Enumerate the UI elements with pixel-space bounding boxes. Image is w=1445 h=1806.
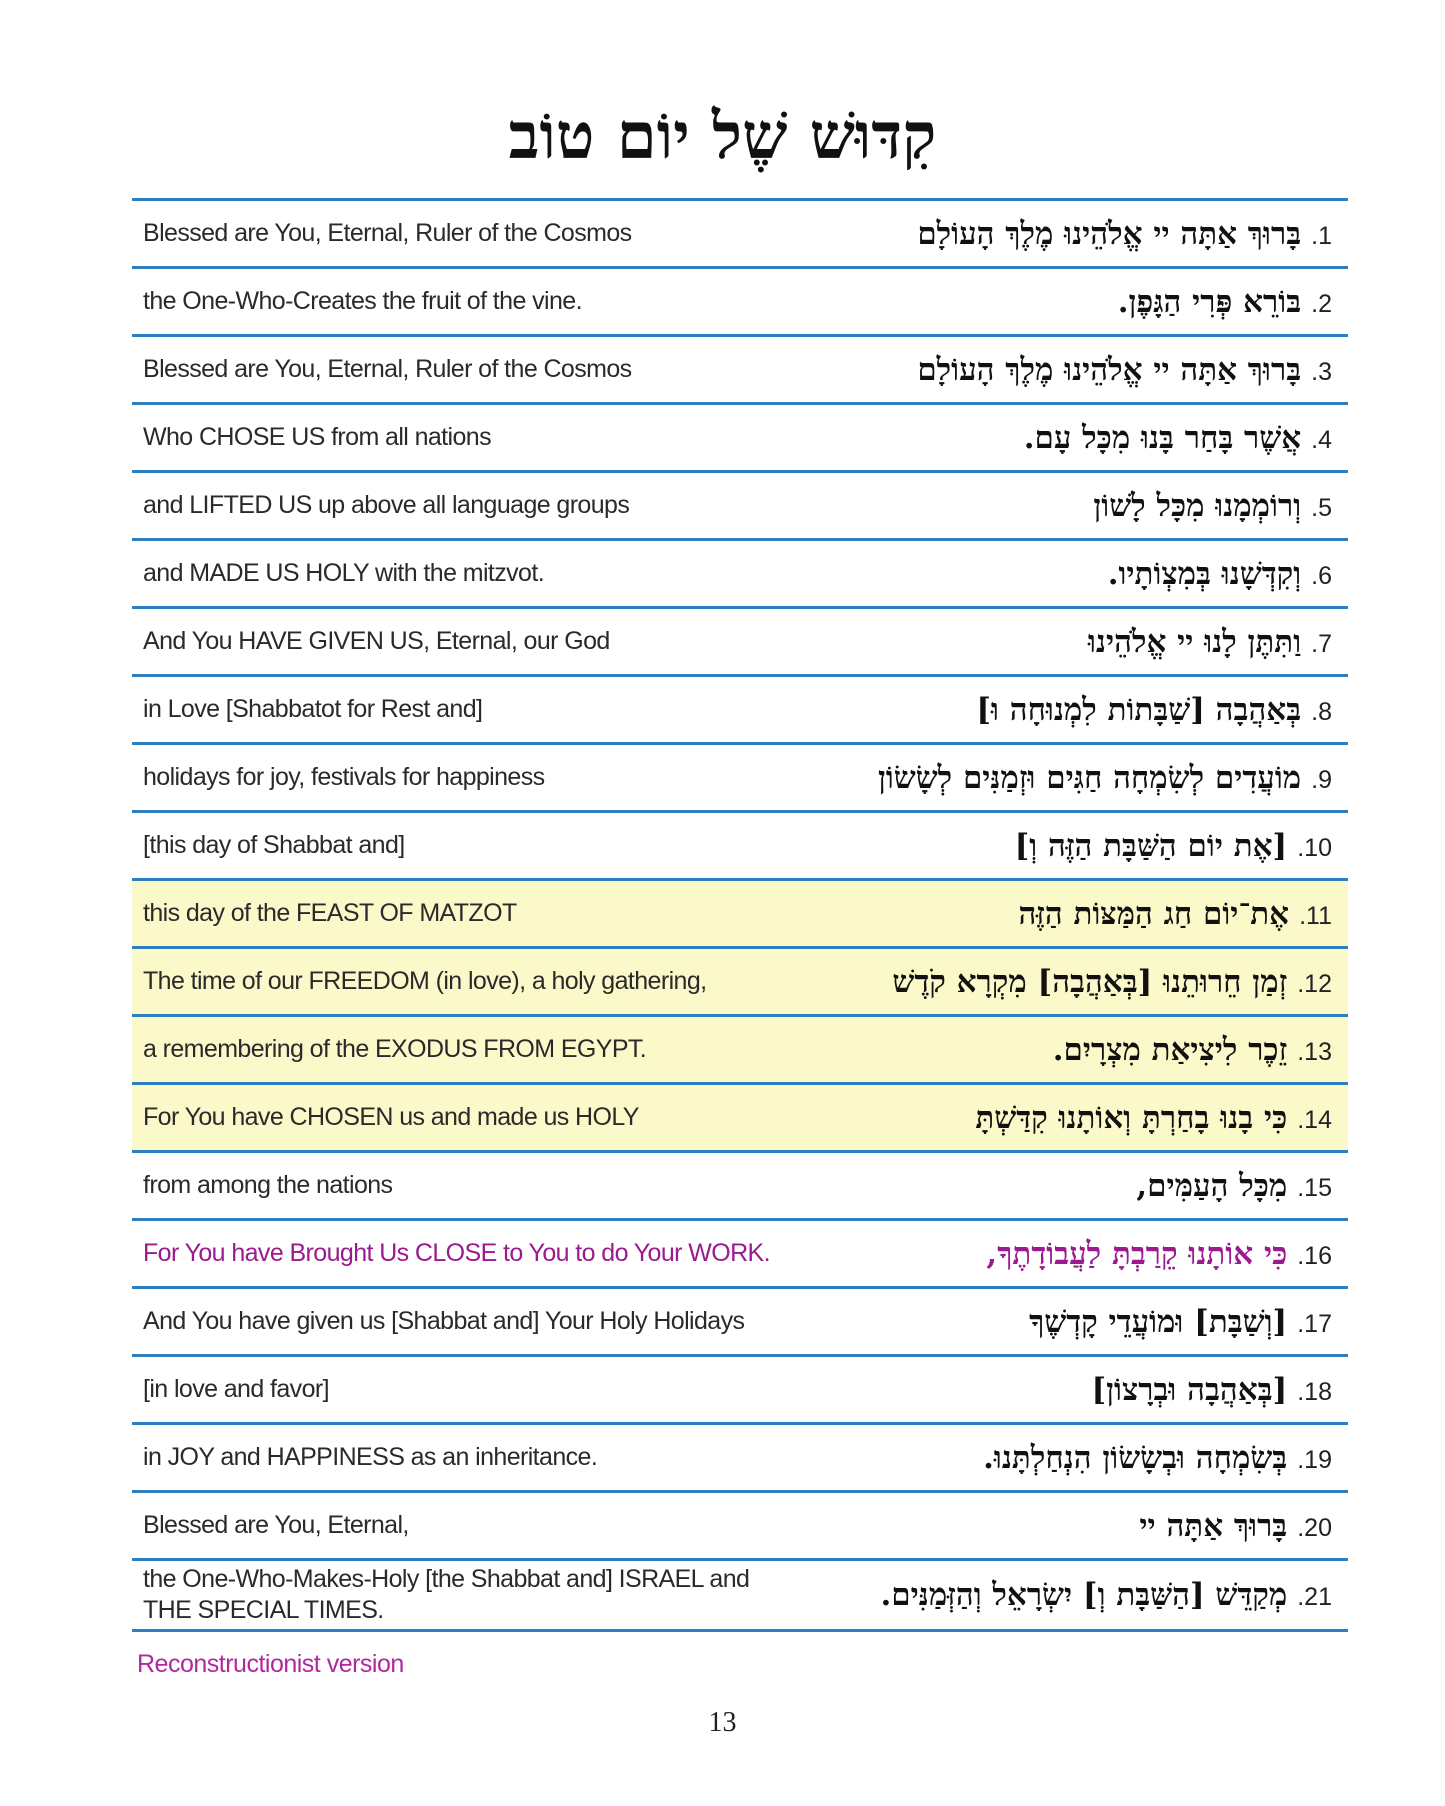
hebrew-text: מְקַדֵּשׁ [הַשַּׁבָּת וְ] יִשְׂרָאֵל וְהַזְּמַנִּים.: [880, 1577, 1288, 1613]
hebrew-text: [אֶת יוֹם הַשַּׁבָּת הַזֶּה וְ]: [1014, 827, 1288, 864]
table-row: [132, 201, 1348, 269]
hebrew-text: בְּשִׂמְחָה וּבְשָׂשׂוֹן הִנְחַלְתָּנוּ.: [983, 1439, 1288, 1476]
english-text: in Love [Shabbatot for Rest and]: [143, 695, 483, 723]
line-number: .20: [1297, 1513, 1332, 1542]
line-number: .1: [1311, 221, 1332, 250]
table-row-highlighted: [132, 949, 1348, 1017]
hebrew-cell: [1018, 896, 1348, 932]
line-number: .8: [1311, 697, 1332, 726]
line-number: .11: [1299, 901, 1332, 930]
hebrew-cell: [1118, 284, 1348, 320]
hebrew-cell: [1029, 1304, 1348, 1340]
line-number: .9: [1311, 765, 1332, 794]
footnote: Reconstructionist version: [137, 1650, 404, 1678]
hebrew-cell: [1139, 1508, 1348, 1544]
line-number: .13: [1297, 1037, 1332, 1066]
line-number: .15: [1297, 1173, 1332, 1202]
hebrew-text: בְּאַהֲבָה [שַׁבָּתוֹת לִמְנוּחָה וּ]: [976, 691, 1302, 728]
line-number: .18: [1297, 1377, 1332, 1406]
hebrew-text: [וְשַׁבָּת] וּמוֹעֲדֵי קָדְשֶׁךָ: [1029, 1303, 1288, 1340]
hebrew-cell: [878, 760, 1348, 796]
table-row: [132, 405, 1348, 473]
line-number: .5: [1311, 493, 1332, 522]
line-number: .17: [1297, 1309, 1332, 1338]
hebrew-text: וְרוֹמְמָנוּ מִכָּל לָשׁוֹן: [1093, 487, 1302, 524]
table-row: [132, 269, 1348, 337]
hebrew-cell: [976, 692, 1348, 728]
table-row: [132, 1561, 1348, 1632]
line-number: .10: [1297, 833, 1332, 862]
hebrew-cell: [917, 352, 1348, 388]
table-row: [132, 541, 1348, 609]
line-number: .21: [1297, 1583, 1332, 1611]
english-text: [in love and favor]: [143, 1375, 329, 1403]
hebrew-text: זֵכֶר לִיצִיאַת מִצְרָיִם.: [1052, 1031, 1288, 1068]
hebrew-cell: [1091, 1372, 1348, 1408]
english-text: and MADE US HOLY with the mitzvot.: [143, 559, 545, 587]
hebrew-text: בּוֹרֵא פְּרִי הַגָּפֶן.: [1117, 283, 1302, 320]
hebrew-text: כִּי אוֹתָנוּ קֵרַבְתָּ לַעֲבוֹדָתֶךָ,: [986, 1235, 1288, 1272]
english-text: and LIFTED US up above all language groups: [143, 491, 630, 519]
hebrew-text: אֲשֶׁר בָּחַר בָּנוּ מִכָּל עָם.: [1023, 419, 1302, 456]
table-row-highlighted: [132, 1017, 1348, 1085]
english-text: Blessed are You, Eternal, Ruler of the Cosmos: [143, 355, 632, 383]
hebrew-cell: [1088, 624, 1348, 660]
english-text: in JOY and HAPPINESS as an inheritance.: [143, 1443, 598, 1471]
hebrew-cell: [983, 1440, 1348, 1476]
line-number: .3: [1311, 357, 1332, 386]
hebrew-text: מִכָּל הָעַמִּים,: [1136, 1167, 1288, 1204]
line-number: .19: [1297, 1445, 1332, 1474]
table-row: [132, 337, 1348, 405]
hebrew-text: וַתִּתֶּן לָנוּ יי אֱלֹהֵינוּ: [1087, 623, 1302, 660]
table-row: [132, 745, 1348, 813]
table-row: [132, 609, 1348, 677]
hebrew-cell: [975, 1100, 1348, 1136]
hebrew-cell: [1053, 1032, 1348, 1068]
hebrew-cell: [881, 1577, 1349, 1613]
hebrew-text: בָּרוּךְ אַתָּה יי אֱלֹהֵינוּ מֶלֶךְ הָעוֹלָם: [917, 351, 1302, 388]
hebrew-text: מוֹעֲדִים לְשִׂמְחָה חַגִּים וּזְמַנִּים לְשָׂשׂוֹן: [877, 759, 1302, 796]
hebrew-text: בָּרוּךְ אַתָּה יי: [1139, 1507, 1288, 1544]
table-row-highlighted: [132, 881, 1348, 949]
line-number: .7: [1311, 629, 1332, 658]
table-row-highlighted: [132, 1085, 1348, 1153]
hebrew-text: זְמַן חֵרוּתֵנוּ [בְּאַהֲבָה] מִקְרָא קֹדֶשׁ: [892, 963, 1288, 1000]
english-text: from among the nations: [143, 1171, 393, 1199]
kiddush-table: [132, 198, 1348, 1632]
hebrew-cell: [892, 964, 1348, 1000]
line-number: .4: [1311, 425, 1332, 454]
english-text: this day of the FEAST OF MATZOT: [143, 899, 517, 927]
hebrew-cell: [1015, 828, 1348, 864]
table-row: [132, 473, 1348, 541]
page-title: קִדּוּשׁ שֶׁל יוֹם טוֹב: [508, 99, 937, 174]
hebrew-cell: [1136, 1168, 1348, 1204]
line-number: .6: [1311, 561, 1332, 590]
english-text: The time of our FREEDOM (in love), a holy gathering,: [143, 967, 707, 995]
hebrew-text: [בְּאַהֲבָה וּבְרָצוֹן]: [1091, 1371, 1288, 1408]
english-text: the One-Who-Makes-Holy [the Shabbat and] ISRAEL and THE SPECIAL TIMES.: [143, 1565, 750, 1624]
table-row: [132, 1221, 1348, 1289]
english-text: For You have Brought Us CLOSE to You to do Your WORK.: [143, 1239, 770, 1267]
hebrew-text: בָּרוּךְ אַתָּה יי אֱלֹהֵינוּ מֶלֶךְ הָעוֹלָם: [917, 215, 1302, 252]
english-text: Blessed are You, Eternal,: [143, 1511, 409, 1539]
table-row: [132, 677, 1348, 745]
line-number: .16: [1297, 1241, 1332, 1270]
table-row: [132, 1289, 1348, 1357]
english-text: For You have CHOSEN us and made us HOLY: [143, 1103, 639, 1131]
hebrew-text: אֶת־יוֹם חַג הַמַּצּוֹת הַזֶּה: [1018, 895, 1290, 932]
english-text: Who CHOSE US from all nations: [143, 423, 491, 451]
english-text: holidays for joy, festivals for happiness: [143, 763, 545, 791]
hebrew-text: כִּי בָנוּ בָחַרְתָּ וְאוֹתָנוּ קִדַּשְׁתָּ: [975, 1099, 1288, 1136]
english-text: a remembering of the EXODUS FROM EGYPT.: [143, 1035, 647, 1063]
table-row: [132, 1357, 1348, 1425]
english-text: And You have given us [Shabbat and] Your Holy Holidays: [143, 1307, 745, 1335]
hebrew-cell: [1108, 556, 1348, 592]
hebrew-cell: [986, 1236, 1348, 1272]
hebrew-text: וְקִדְּשָׁנוּ בְּמִצְוֹתָיו.: [1107, 555, 1302, 592]
hebrew-cell: [1093, 488, 1348, 524]
hebrew-cell: [917, 216, 1348, 252]
english-text: And You HAVE GIVEN US, Eternal, our God: [143, 627, 610, 655]
english-text: the One-Who-Creates the fruit of the vine.: [143, 287, 582, 315]
line-number: .14: [1297, 1105, 1332, 1134]
english-text: Blessed are You, Eternal, Ruler of the Cosmos: [143, 219, 632, 247]
table-row: [132, 1153, 1348, 1221]
table-row: [132, 813, 1348, 881]
english-text: [this day of Shabbat and]: [143, 831, 405, 859]
table-row: [132, 1493, 1348, 1561]
line-number: .12: [1297, 969, 1332, 998]
hebrew-cell: [1024, 420, 1348, 456]
line-number: .2: [1311, 289, 1332, 318]
page-number: 13: [708, 1707, 737, 1738]
table-row: [132, 1425, 1348, 1493]
